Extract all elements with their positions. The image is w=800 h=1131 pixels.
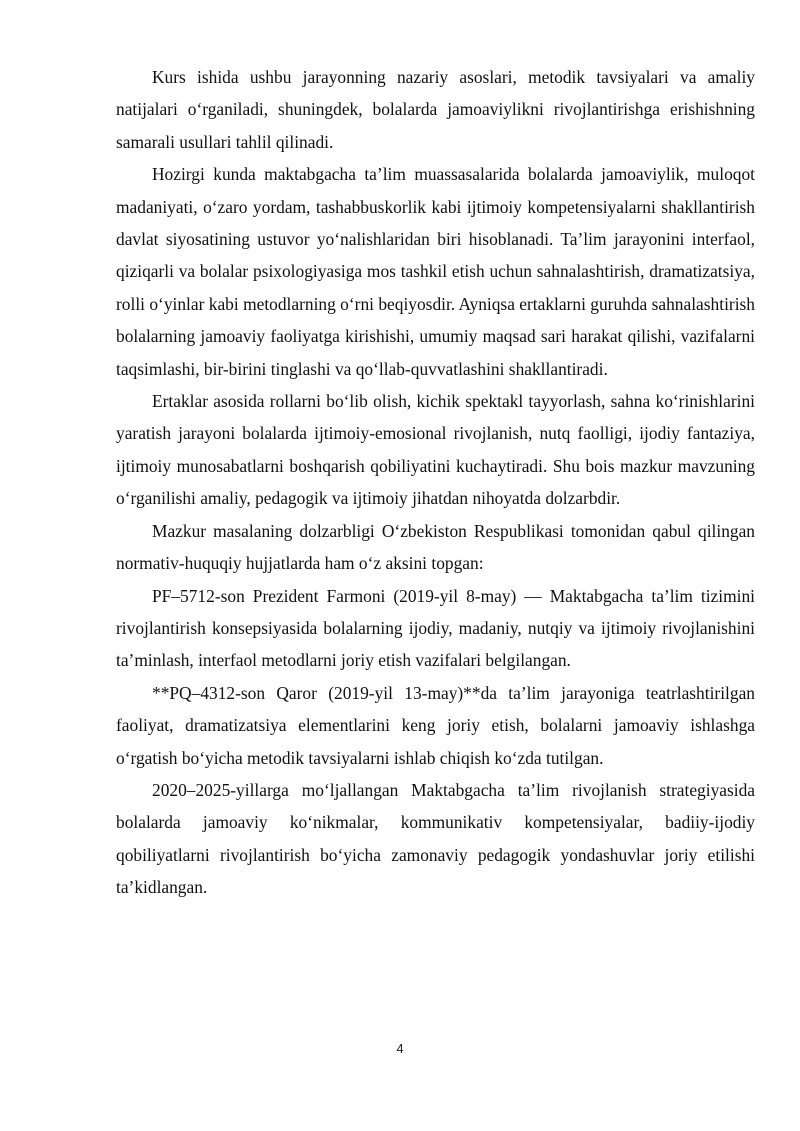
paragraph-3: Ertaklar asosida rollarni bo‘lib olish, kichik spektakl tayyorlash, sahna ko‘rinishlarini yaratish jarayoni bolalarda ijtimoiy-emosional rivojlanish, nutq faolligi, ijodiy fantaziya, ijtimoiy munosabatlarni boshqarish qobiliyatini kuchaytiradi. Shu bois mazkur mavzuning o‘rganilishi amaliy, pedagogik va ijtimoiy jihatdan nihoyatda dolzarbdir.: [116, 391, 755, 509]
page-number: 4: [396, 1041, 404, 1056]
paragraph-6: **PQ–4312-son Qaror (2019-yil 13-may)**da ta’lim jarayoniga teatrlashtirilgan faoliyat, dramatizatsiya elementlarini keng joriy etish, bolalarni jamoaviy ishlashga o‘rgatish bo‘yicha metodik tavsiyalarni ishlab chiqish ko‘zda tutilgan.: [116, 682, 755, 768]
paragraph-4: Mazkur masalaning dolzarbligi O‘zbekiston Respublikasi tomonidan qabul qilingan normativ-huquqiy hujjatlarda ham o‘z aksini topgan:: [116, 520, 755, 574]
paragraph-5: PF–5712-son Prezident Farmoni (2019-yil 8-may) — Maktabgacha ta’lim tizimini rivojlantirish konsepsiyasida bolalarning ijodiy, madaniy, nutqiy va ijtimoiy rivojlanishini ta’minlash, interfaol metodlarni joriy etish vazifalari belgilangan.: [116, 585, 755, 671]
paragraph-1: Kurs ishida ushbu jarayonning nazariy asoslari, metodik tavsiyalari va amaliy natijalari o‘rganiladi, shuningdek, bolalarda jamoaviylikni rivojlantirishga erishishning samarali usullari tahlil qilinadi.: [116, 67, 755, 152]
body-text: [116, 61, 755, 904]
paragraph-2: Hozirgi kunda maktabgacha ta’lim muassasalarida bolalarda jamoaviylik, muloqot madaniyati, o‘zaro yordam, tashabbuskorlik kabi ijtimoiy kompetensiyalarni shakllantirish davlat siyosatining ustuvor yo‘nalishlaridan biri hisoblanadi. Ta’lim jarayonini interfaol, qiziqarli va bolalar psixologiyasiga mos tashkil etish uchun sahnalashtirish, dramatizatsiya, rolli o‘yinlar kabi metodlarning o‘rni beqiyosdir. Ayniqsa ertaklarni guruhda sahnalashtirish bolalarning jamoaviy faoliyatga kirishishi, umumiy maqsad sari harakat qilishi, vazifalarni taqsimlashi, bir-birini tinglashi va qo‘llab-quvvatlashini shakllantiradi.: [116, 164, 755, 379]
paragraph-7: 2020–2025-yillarga mo‘ljallangan Maktabgacha ta’lim rivojlanish strategiyasida bolalarda jamoaviy ko‘nikmalar, kommunikativ kompetensiyalar, badiiy-ijodiy qobiliyatlarni rivojlantirish bo‘yicha zamonaviy pedagogik yondashuvlar joriy etilishi ta’kidlangan.: [116, 779, 755, 898]
